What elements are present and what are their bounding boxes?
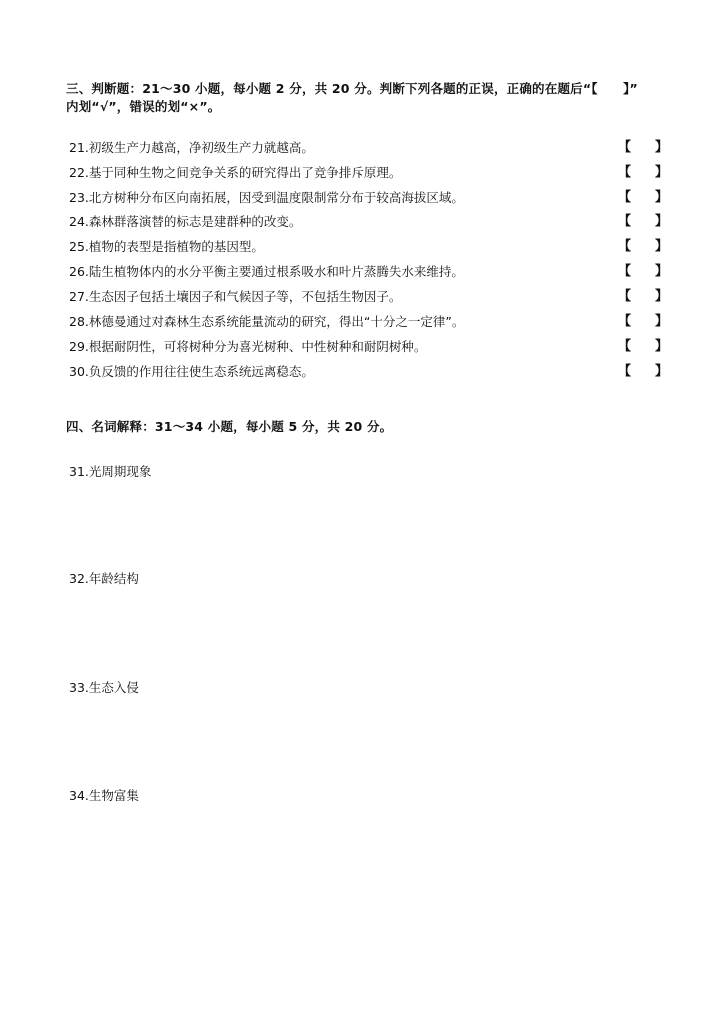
judgement-item-22 (69, 163, 669, 183)
answer-bracket-close: 】 (655, 190, 669, 205)
answer-bracket-close: 】 (655, 214, 669, 229)
answer-bracket-close: 】 (655, 140, 669, 155)
question-text: 29.根据耐阴性，可将树种分为喜光树种、中性树种和耐阴树种。 (69, 339, 427, 354)
judgement-item-21 (69, 138, 669, 158)
answer-bracket-open: 【 (618, 214, 632, 229)
answer-bracket-open: 【 (618, 364, 632, 379)
answer-bracket-open: 【 (618, 264, 632, 279)
answer-bracket-close: 】 (655, 339, 669, 354)
question-text: 21.初级生产力越高，净初级生产力就越高。 (69, 140, 314, 155)
judgement-item-26 (69, 262, 669, 282)
answer-bracket-close: 】 (655, 264, 669, 279)
question-text: 23.北方树种分布区向南拓展，因受到温度限制常分布于较高海拔区域。 (69, 190, 464, 205)
answer-bracket-close: 】 (655, 165, 669, 180)
question-text: 28.林德曼通过对森林生态系统能量流动的研究，得出“十分之一定律”。 (69, 314, 465, 329)
question-text: 22.基于同种生物之间竞争关系的研究得出了竞争排斥原理。 (69, 165, 402, 180)
judgement-item-23 (69, 188, 669, 208)
judgement-item-28 (69, 312, 669, 332)
term-item-31: 31.光周期现象 (69, 464, 152, 479)
term-item-33: 33.生态入侵 (69, 680, 139, 695)
answer-bracket-open: 【 (618, 239, 632, 254)
judgement-item-24 (69, 212, 669, 232)
section-3-heading: 三、判断题：21～30 小题，每小题 2 分，共 20 分。判断下列各题的正误，正确的在题后“【 】” (66, 81, 638, 96)
answer-bracket-open: 【 (618, 339, 632, 354)
judgement-item-29 (69, 337, 669, 357)
question-text: 24.森林群落演替的标志是建群种的改变。 (69, 214, 302, 229)
section-4-heading: 四、名词解释：31～34 小题，每小题 5 分，共 20 分。 (66, 419, 393, 434)
answer-bracket-close: 】 (655, 364, 669, 379)
term-item-32: 32.年龄结构 (69, 571, 139, 586)
answer-bracket-open: 【 (618, 314, 632, 329)
question-text: 30.负反馈的作用往往使生态系统远离稳态。 (69, 364, 314, 379)
answer-bracket-close: 】 (655, 314, 669, 329)
question-text: 27.生态因子包括土壤因子和气候因子等，不包括生物因子。 (69, 289, 402, 304)
judgement-item-30 (69, 362, 669, 382)
judgement-item-25 (69, 237, 669, 257)
answer-bracket-open: 【 (618, 289, 632, 304)
section-3-heading-cont: 内划“√”，错误的划“×”。 (66, 99, 221, 114)
answer-bracket-open: 【 (618, 165, 632, 180)
answer-bracket-close: 】 (655, 289, 669, 304)
question-text: 26.陆生植物体内的水分平衡主要通过根系吸水和叶片蒸腾失水来维持。 (69, 264, 464, 279)
question-text: 25.植物的表型是指植物的基因型。 (69, 239, 264, 254)
answer-bracket-close: 】 (655, 239, 669, 254)
answer-bracket-open: 【 (618, 140, 632, 155)
answer-bracket-open: 【 (618, 190, 632, 205)
judgement-item-27 (69, 287, 669, 307)
term-item-34: 34.生物富集 (69, 788, 139, 803)
